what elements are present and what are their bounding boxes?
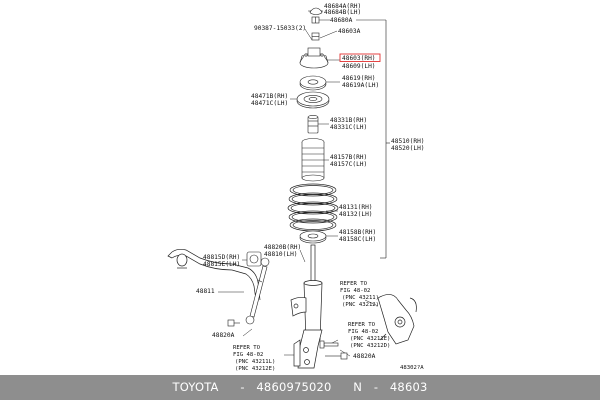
strut-bolts bbox=[320, 341, 347, 359]
label-48131: 48131(RH) bbox=[339, 204, 373, 211]
label-48811: 48811 bbox=[196, 288, 215, 295]
refer-note-2-line1: REFER TO bbox=[348, 322, 375, 328]
label-48815d: 48815D(RH) bbox=[203, 254, 241, 261]
label-48815e: 48815E(LH) bbox=[203, 261, 241, 268]
bearing-48619 bbox=[300, 76, 326, 90]
label-48331b: 48331B(RH) bbox=[330, 117, 368, 124]
bump-stopper-48331 bbox=[308, 115, 318, 133]
refer-note-3-line3: (PNC 43211L) bbox=[235, 359, 276, 365]
label-48810: 48810(LH) bbox=[264, 251, 298, 258]
dust-cap-48684 bbox=[310, 8, 322, 15]
label-48331c: 48331C(LH) bbox=[330, 124, 368, 131]
label-48619: 48619(RH) bbox=[342, 75, 376, 82]
refer-note-3-line4: (PNC 43212E) bbox=[235, 366, 276, 372]
dust-boot-48157 bbox=[302, 139, 324, 182]
refer-note-2-line4: (PNC 43212D) bbox=[350, 343, 391, 349]
lower-insulator-48158 bbox=[300, 231, 326, 243]
refer-note-3-line1: REFER TO bbox=[233, 345, 260, 351]
refer-note-2-line3: (PNC 43211E) bbox=[350, 336, 391, 342]
label-48603-highlighted: 48603(RH) bbox=[342, 55, 376, 62]
refer-note-2-line2: FIG 48-02 bbox=[348, 329, 379, 335]
refer-note-3-line2: FIG 48-02 bbox=[233, 352, 264, 358]
refer-note-1-line4: (PNC 43212) bbox=[342, 302, 380, 308]
refer-note-1-line1: REFER TO bbox=[340, 281, 367, 287]
label-48158c: 48158C(LH) bbox=[339, 236, 377, 243]
label-48609: 48609(LH) bbox=[342, 63, 376, 70]
stabilizer-link-48810 bbox=[246, 258, 269, 324]
refer-note-1-line3: (PNC 43211) bbox=[342, 295, 380, 301]
label-48684b: 48684B(LH) bbox=[324, 9, 362, 16]
label-48820a-left: 48820A bbox=[212, 332, 235, 339]
diagram-code: 48302?A bbox=[400, 365, 424, 371]
stabilizer-bushing-48815 bbox=[247, 252, 261, 266]
label-90387-15033: 90387-15033(2) bbox=[254, 25, 307, 32]
label-48520: 48520(LH) bbox=[391, 145, 425, 152]
footer-part-number: 4860975020 bbox=[256, 380, 332, 394]
shock-absorber-48510 bbox=[291, 245, 322, 368]
nut-48603a bbox=[312, 33, 319, 40]
footer-brand: TOYOTA bbox=[172, 380, 219, 394]
footer-separator-1: - bbox=[240, 380, 245, 394]
label-48603a: 48603A bbox=[338, 28, 361, 35]
label-48820a-right: 48820A bbox=[353, 353, 376, 360]
label-48158b: 48158B(RH) bbox=[339, 229, 377, 236]
footer-pnc: 48603 bbox=[389, 380, 428, 394]
upper-seat-48471 bbox=[297, 92, 329, 108]
label-48471c: 48471C(LH) bbox=[251, 100, 289, 107]
label-48132: 48132(LH) bbox=[339, 211, 373, 218]
label-48471b: 48471B(RH) bbox=[251, 93, 289, 100]
coil-spring-48131 bbox=[288, 184, 338, 231]
label-48820b: 48820B(RH) bbox=[264, 244, 302, 251]
upper-support-48603 bbox=[300, 48, 328, 68]
label-48619a: 48619A(LH) bbox=[342, 82, 380, 89]
nut-48680a bbox=[312, 17, 319, 23]
refer-note-1 bbox=[340, 281, 379, 308]
refer-note-2 bbox=[348, 322, 390, 349]
label-48157c: 48157C(LH) bbox=[330, 161, 368, 168]
label-48510: 48510(RH) bbox=[391, 138, 425, 145]
part-info-footer bbox=[0, 375, 600, 400]
footer-part-label: N bbox=[353, 380, 363, 394]
refer-note-3 bbox=[233, 345, 275, 372]
label-48684a: 48684A(RH) bbox=[324, 3, 362, 10]
label-48157b: 48157B(RH) bbox=[330, 154, 368, 161]
footer-separator-2: - bbox=[373, 380, 379, 394]
refer-note-1-line2: FIG 48-02 bbox=[340, 288, 371, 294]
nut-48820a-left bbox=[228, 320, 240, 326]
label-48680a: 48680A bbox=[330, 17, 353, 24]
